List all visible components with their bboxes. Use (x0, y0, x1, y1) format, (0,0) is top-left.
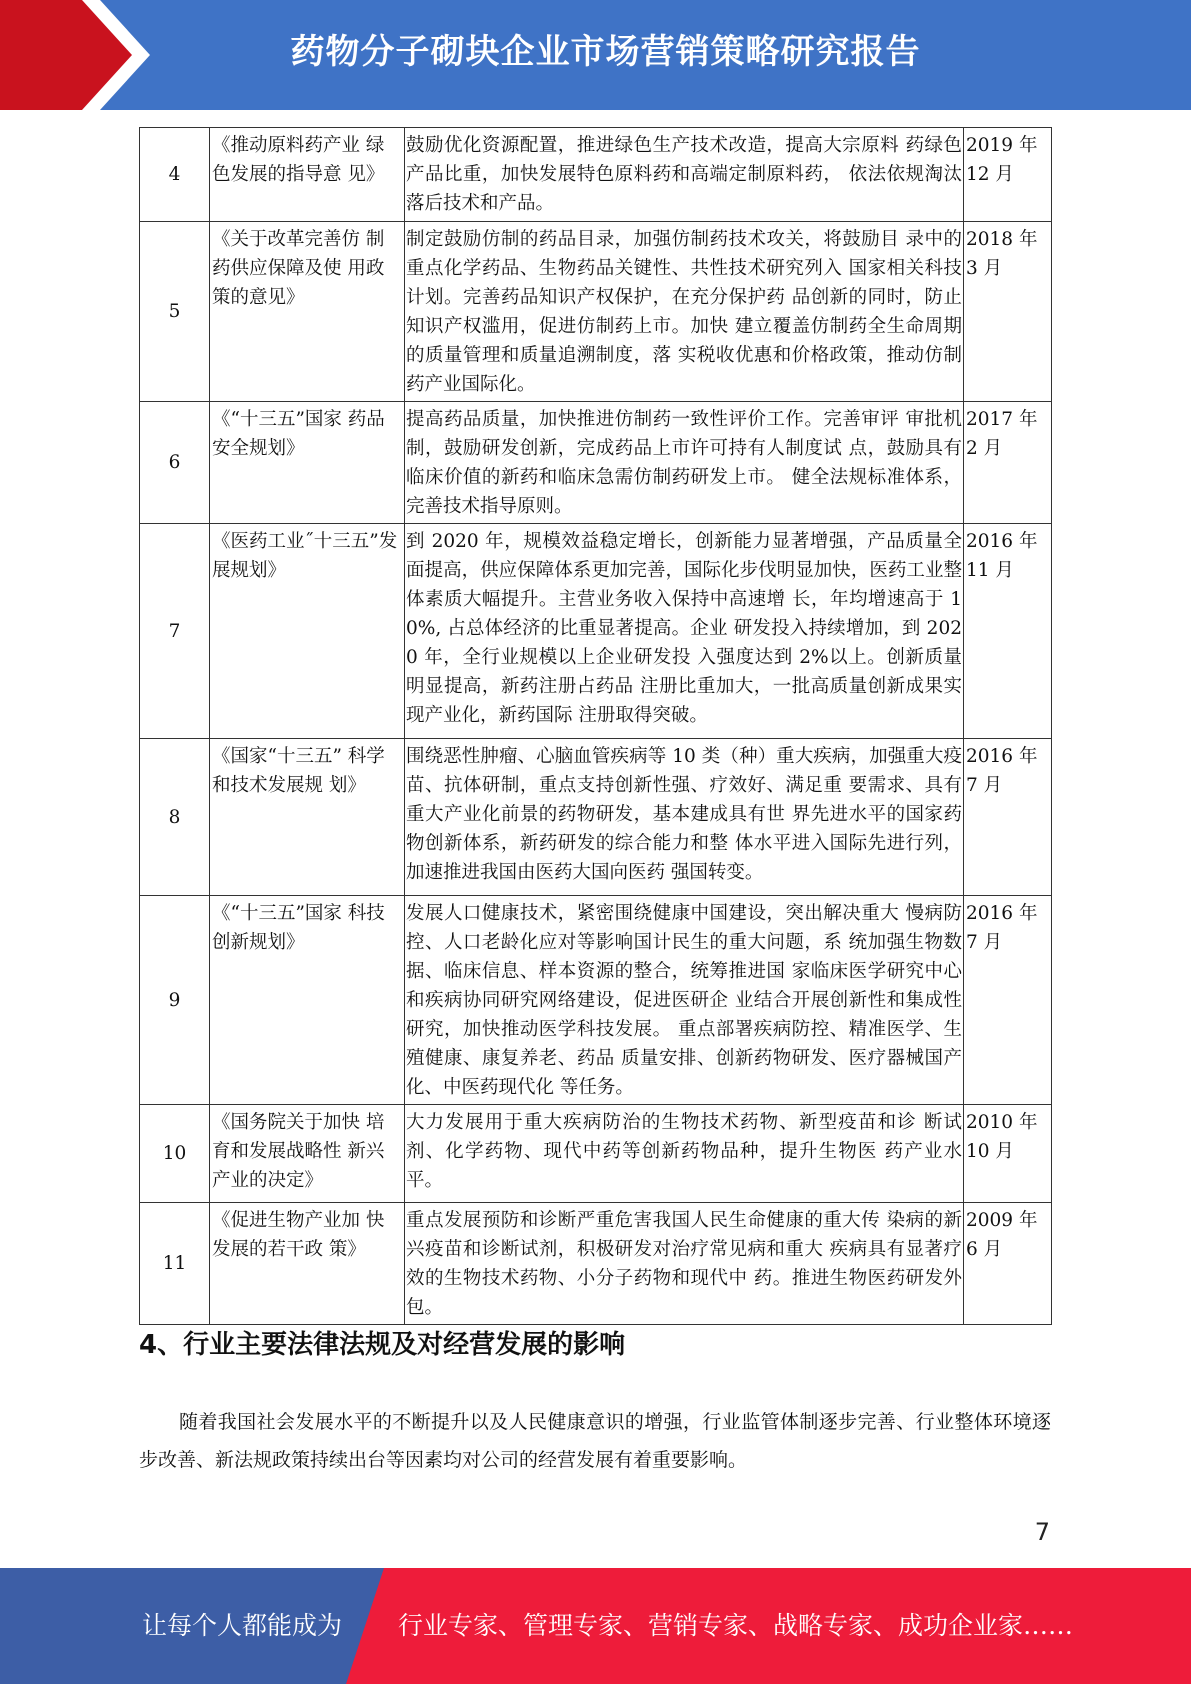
footer-slogan-left: 让每个人都能成为 (142, 1611, 343, 1640)
row-number: 11 (140, 1203, 210, 1325)
page-number: 7 (1034, 1518, 1050, 1546)
table-row (140, 222, 1052, 402)
row-number: 7 (140, 524, 210, 739)
policy-name: 《推动原料药产业 绿色发展的指导意 见》 (210, 128, 405, 222)
footer-slogan-right: 行业专家、管理专家、营销专家、战略专家、成功企业家…… (398, 1611, 1074, 1640)
policy-name: 《“十三五”国家 科技创新规划》 (210, 896, 405, 1105)
policy-date: 2016 年 7 月 (964, 896, 1052, 1105)
policy-content: 提高药品质量，加快推进仿制药一致性评价工作。完善审评 审批机制，鼓励研发创新，完成药品上市许可持有人制度试 点，鼓励具有临床价值的新药和临床急需仿制药研发上市。 健全法规标准体系，完善技术指导原则。 (405, 402, 964, 524)
policy-content: 重点发展预防和诊断严重危害我国人民生命健康的重大传 染病的新兴疫苗和诊断试剂，积极研发对治疗常见病和重大 疾病具有显著疗效的生物技术药物、小分子药物和现代中 药。推进生物医药研发外包。 (405, 1203, 964, 1325)
policy-date: 2016 年 11 月 (964, 524, 1052, 739)
policy-content: 发展人口健康技术，紧密围绕健康中国建设，突出解决重大 慢病防控、人口老龄化应对等影响国计民生的重大问题，系 统加强生物数据、临床信息、样本资源的整合，统筹推进国 家临床医学研究中心和疾病协同研究网络建设，促进医研企 业结合开展创新性和集成性研究，加快推动医学科技发展。 重点部署疾病防控、精准医学、生殖健康、康复养老、药品 质量安排、创新药物研发、医疗器械国产化、中医药现代化 等任务。 (405, 896, 964, 1105)
policy-name: 《促进生物产业加 快发展的若干政 策》 (210, 1203, 405, 1325)
row-number: 9 (140, 896, 210, 1105)
policy-name: 《医药工业˝十三五”发展规划》 (210, 524, 405, 739)
report-title: 药物分子砌块企业市场营销策略研究报告 (290, 32, 921, 72)
section-paragraph: 随着我国社会发展水平的不断提升以及人民健康意识的增强，行业监管体制逐步完善、行业整体环境逐步改善、新法规政策持续出台等因素均对公司的经营发展有着重要影响。 (139, 1411, 1051, 1471)
table-row (140, 524, 1052, 739)
policy-date: 2018 年 3 月 (964, 222, 1052, 402)
policy-name: 《国家“十三五” 科学和技术发展规 划》 (210, 739, 405, 896)
policy-date: 2017 年 2 月 (964, 402, 1052, 524)
row-number: 6 (140, 402, 210, 524)
policy-table (139, 127, 1052, 1325)
footer-banner (0, 1568, 1191, 1684)
header-banner (0, 0, 1191, 110)
policy-name: 《关于改革完善仿 制药供应保障及使 用政策的意见》 (210, 222, 405, 402)
policy-content: 鼓励优化资源配置，推进绿色生产技术改造，提高大宗原料 药绿色产品比重，加快发展特色原料药和高端定制原料药， 依法依规淘汰落后技术和产品。 (405, 128, 964, 222)
policy-date: 2016 年 7 月 (964, 739, 1052, 896)
row-number: 10 (140, 1105, 210, 1203)
policy-date: 2009 年 6 月 (964, 1203, 1052, 1325)
table-row (140, 128, 1052, 222)
row-number: 8 (140, 739, 210, 896)
policy-name: 《“十三五”国家 药品安全规划》 (210, 402, 405, 524)
table-row (140, 896, 1052, 1105)
policy-content: 制定鼓励仿制的药品目录，加强仿制药技术攻关，将鼓励目 录中的重点化学药品、生物药品关键性、共性技术研究列入 国家相关科技计划。完善药品知识产权保护，在充分保护药 品创新的同时，防止知识产权滥用，促进仿制药上市。加快 建立覆盖仿制药全生命周期的质量管理和质量追溯制度，落 实税收优惠和价格政策，推动仿制药产业国际化。 (405, 222, 964, 402)
policy-name: 《国务院关于加快 培育和发展战略性 新兴产业的决定》 (210, 1105, 405, 1203)
table-row (140, 1105, 1052, 1203)
row-number: 4 (140, 128, 210, 222)
row-number: 5 (140, 222, 210, 402)
table-row (140, 1203, 1052, 1325)
section-heading: 4、行业主要法律法规及对经营发展的影响 (139, 1330, 626, 1360)
policy-date: 2010 年 10 月 (964, 1105, 1052, 1203)
policy-content: 到 2020 年，规模效益稳定增长，创新能力显著增强，产品质量全面提高，供应保障体系更加完善，国际化步伐明显加快，医药工业整体素质大幅提升。主营业务收入保持中高速增 长，年均增速高于 10%, 占总体经济的比重显著提高。企业 研发投入持续增加，到 2020 年，全行业规模以上企业研发投 入强度达到 2%以上。创新质量明显提高，新药注册占药品 注册比重加大，一批高质量创新成果实现产业化，新药国际 注册取得突破。 (405, 524, 964, 739)
policy-date: 2019 年 12 月 (964, 128, 1052, 222)
policy-content: 围绕恶性肿瘤、心脑血管疾病等 10 类（种）重大疾病，加强重大疫苗、抗体研制，重点支持创新性强、疗效好、满足重 要需求、具有重大产业化前景的药物研发，基本建成具有世 界先进水平的国家药物创新体系，新药研发的综合能力和整 体水平进入国际先进行列，加速推进我国由医药大国向医药 强国转变。 (405, 739, 964, 896)
policy-content: 大力发展用于重大疾病防治的生物技术药物、新型疫苗和诊 断试剂、化学药物、现代中药等创新药物品种，提升生物医 药产业水平。 (405, 1105, 964, 1203)
table-row (140, 402, 1052, 524)
table-row (140, 739, 1052, 896)
